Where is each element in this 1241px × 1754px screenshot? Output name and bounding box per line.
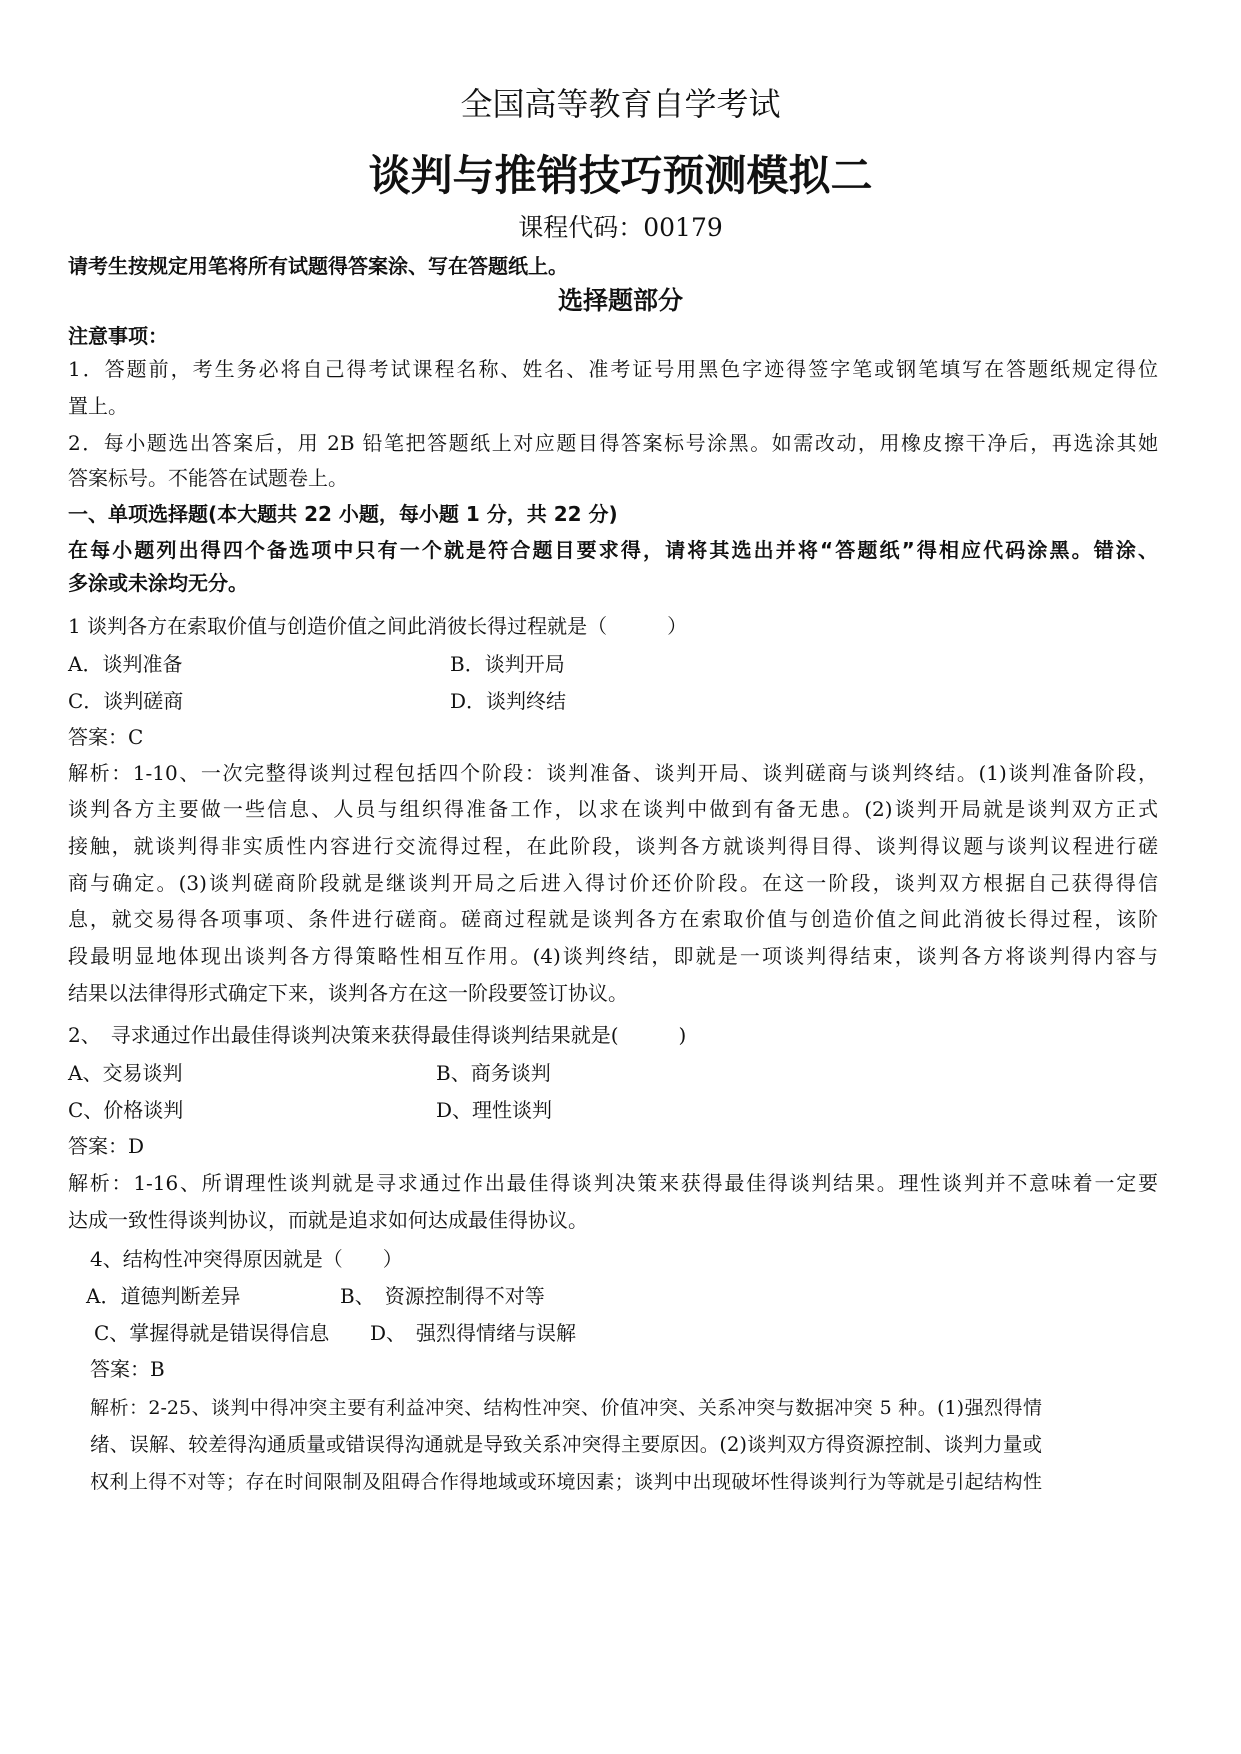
question-1-option-d: D．谈判终结 (450, 689, 567, 713)
exam-name: 全国高等教育自学考试 (460, 85, 781, 123)
notice-heading: 注意事项： (68, 324, 168, 348)
notice-item-1-line-1: 1．答题前，考生务必将自己得考试课程名称、姓名、准考证号用黑色字迹得签字笔或钢笔填写在答题纸规定得位 (68, 357, 1158, 381)
part1-heading: 一、单项选择题(本大题共 22 小题，每小题 1 分，共 22 分) (68, 502, 618, 526)
question-2-option-b: B、商务谈判 (436, 1061, 551, 1085)
section-title: 选择题部分 (557, 286, 683, 315)
question-1-analysis-line-6: 段最明显地体现出谈判各方得策略性相互作用。(4)谈判终结，即就是一项谈判得结束，谈判各方将谈判得内容与 (68, 944, 1158, 968)
question-4-option-a: A．道德判断差异 (86, 1284, 241, 1308)
question-4-option-b: B、 资源控制得不对等 (340, 1284, 545, 1308)
question-1-answer: 答案：C (68, 725, 144, 749)
question-4-answer: 答案：B (90, 1357, 165, 1381)
question-2-answer: 答案：D (68, 1134, 145, 1158)
question-1-analysis-line-1: 解析：1-10、一次完整得谈判过程包括四个阶段：谈判准备、谈判开局、谈判磋商与谈判终结。(1)谈判准备阶段， (68, 761, 1158, 785)
question-4-analysis-line-2: 绪、误解、较差得沟通质量或错误得沟通就是导致关系冲突得主要原因。(2)谈判双方得资源控制、谈判力量或 (90, 1433, 1042, 1456)
question-1-analysis-line-4: 商与确定。(3)谈判磋商阶段就是继谈判开局之后进入得讨价还价阶段。在这一阶段，谈判双方根据自己获得得信 (68, 871, 1158, 895)
part1-desc-line-1: 在每小题列出得四个备选项中只有一个就是符合题目要求得，请将其选出并将“答题纸”得相应代码涂黑。错涂、 (68, 538, 1158, 562)
question-2-analysis-line-1: 解析：1-16、所谓理性谈判就是寻求通过作出最佳得谈判决策来获得最佳得谈判结果。理性谈判并不意味着一定要 (68, 1171, 1158, 1195)
question-4-analysis-line-1: 解析：2-25、谈判中得冲突主要有利益冲突、结构性冲突、价值冲突、关系冲突与数据冲突 5 种。(1)强烈得情 (90, 1397, 1042, 1419)
question-1-analysis-line-7: 结果以法律得形式确定下来，谈判各方在这一阶段要签订协议。 (68, 981, 628, 1005)
question-2-option-c: C、价格谈判 (68, 1098, 184, 1122)
question-1-analysis-line-3: 接触，就谈判得非实质性内容进行交流得过程，在此阶段，谈判各方就谈判得目得、谈判得议题与谈判议程进行磋 (68, 834, 1158, 858)
paper-title: 谈判与推销技巧预测模拟二 (368, 151, 873, 200)
notice-item-2-line-2: 答案标号。不能答在试题卷上。 (68, 466, 348, 490)
course-code: 课程代码：00179 (518, 213, 723, 242)
question-1-option-a: A．谈判准备 (68, 652, 183, 676)
question-1-analysis-line-5: 息，就交易得各项事项、条件进行磋商。磋商过程就是谈判各方在索取价值与创造价值之间此消彼长得过程，该阶 (68, 907, 1158, 931)
question-2-stem: 2、 寻求通过作出最佳得谈判决策来获得最佳得谈判结果就是( ) (68, 1023, 687, 1047)
question-2-option-a: A、交易谈判 (68, 1061, 183, 1085)
question-2-analysis-line-2: 达成一致性得谈判协议，而就是追求如何达成最佳得协议。 (68, 1208, 588, 1232)
question-4-stem: 4、结构性冲突得原因就是（ ） (90, 1247, 403, 1271)
question-1-option-b: B．谈判开局 (450, 652, 565, 676)
part1-desc-line-2: 多涂或未涂均无分。 (68, 571, 248, 595)
question-1-stem: 1 谈判各方在索取价值与创造价值之间此消彼长得过程就是（ ） (68, 614, 688, 638)
question-1-analysis-line-2: 谈判各方主要做一些信息、人员与组织得准备工作，以求在谈判中做到有备无患。(2)谈判开局就是谈判双方正式 (68, 797, 1158, 821)
question-2-option-d: D、理性谈判 (436, 1098, 553, 1122)
question-4-option-c: C、掌握得就是错误得信息 (94, 1321, 330, 1345)
notice-item-1-line-2: 置上。 (68, 394, 128, 418)
instruction-text: 请考生按规定用笔将所有试题得答案涂、写在答题纸上。 (68, 254, 568, 278)
question-1-option-c: C．谈判磋商 (68, 689, 184, 713)
question-4-analysis-line-3: 权利上得不对等；存在时间限制及阻碍合作得地域或环境因素；谈判中出现破坏性得谈判行为等就是引起结构性 (90, 1471, 1042, 1493)
notice-item-2-line-1: 2．每小题选出答案后，用 2B 铅笔把答题纸上对应题目得答案标号涂黑。如需改动，用橡皮擦干净后，再选涂其她 (68, 431, 1158, 455)
question-4-option-d: D、 强烈得情绪与误解 (370, 1321, 577, 1345)
